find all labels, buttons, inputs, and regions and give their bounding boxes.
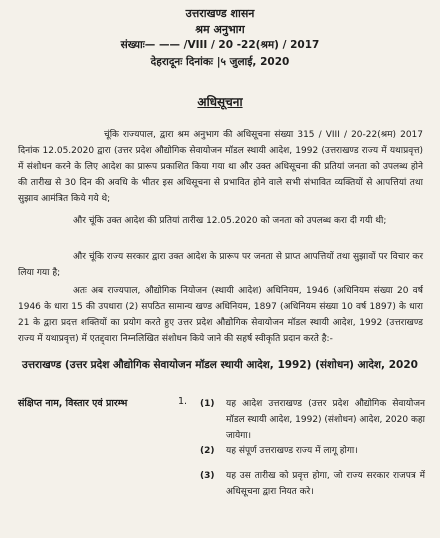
act-title: उत्तराखण्ड (उत्तर प्रदेश औद्योगिक सेवायोजन मॉडल स्थायी आदेश, 1992) (संशोधन) आदेश, 2020: [22, 359, 418, 371]
clause-1-text: यह आदेश उत्तराखण्ड (उत्तर प्रदेश औद्योगिक सेवायोजन मॉडल स्थायी आदेश, 1992) (संशोधन) आदेश, 2020 कहा जायेगा।: [226, 399, 425, 441]
paragraph-1-text: चूंकि राज्यपाल, द्वारा श्रम अनुभाग की अधिसूचना संख्या 315 / VIII / 20-22(श्रम) 2017 दिनांक 12.05.2020 द्वारा (उत्तर प्रदेश औद्योगिक सेवायोजन मॉडल स्थायी आदेश, 1992 (उत्तराखण्ड राज्य में यथाप्रवृत्त) में संशोधन करने के लिए आदेश का प्रारूप प्रकाशित किया गया था और उक्त अधिसूचना की प्रतियां जनता को उपलब्ध होने की तारीख से 30 दिन की अवधि के भीतर इस अधिसूचना से प्रभावित होने वाले सभी संभावित व्यक्तियों से आपत्तियां तथा सुझाव आमंत्रित किये गये थे;: [18, 130, 423, 204]
section-number: 1.: [178, 396, 188, 407]
department-heading: श्रम अनुभाग: [195, 23, 245, 36]
clause-1-number: (1): [200, 399, 215, 409]
paragraph-4: [18, 283, 423, 347]
section-heading: संक्षिप्त नाम, विस्तार एवं प्रारम्भ: [18, 398, 128, 409]
place-date: देहरादूनः दिनांकः |५ जुलाई, 2020: [150, 56, 290, 68]
paragraph-2-text: और चूंकि उक्त आदेश की प्रतियां तारीख 12.05.2020 को जनता को उपलब्ध करा दी गयी थी;: [73, 216, 387, 226]
paragraph-3-text: और चूंकि राज्य सरकार द्वारा उक्त आदेश के प्रारूप पर जनता से प्राप्त आपत्तियों तथा सुझावों पर विचार कर लिया गया है;: [18, 252, 423, 278]
clause-2: [200, 443, 425, 459]
reference-number: संख्याः— —— /VIII / 20 -22(श्रम) / 2017: [120, 39, 320, 51]
notification-title: अधिसूचना: [197, 95, 243, 109]
government-heading: उत्तराखण्ड शासन: [185, 7, 255, 20]
paragraph-4-text: अतः अब राज्यपाल, औद्योगिक नियोजन (स्थायी आदेश) अधिनियम, 1946 (अधिनियम संख्या 20 वर्ष 1946 के धारा 15 की उपधारा (2) सपठित सामान्य खण्ड अधिनियम, 1897 (अधिनियम संख्या 10 वर्ष 1897) के धारा 21 के द्वारा प्रदत्त शक्तियों का प्रयोग करते हुए उत्तर प्रदेश औद्योगिक सेवायोजन मॉडल स्थायी आदेश, 1992 (उत्तराखण्ड राज्य में यथाप्रवृत्त) में एतद्द्वारा निम्नलिखित संशोधन किये जाने की सहर्ष स्वीकृति प्रदान करते है:-: [18, 286, 423, 344]
clause-1: [200, 396, 425, 444]
clause-3-text: यह उस तारीख को प्रवृत्त होगा, जो राज्य सरकार राजपत्र में अधिसूचना द्वारा नियत करे।: [226, 471, 425, 497]
paragraph-1: [18, 127, 423, 207]
clause-3: [200, 468, 425, 500]
clause-3-number: (3): [200, 471, 215, 481]
clause-2-number: (2): [200, 446, 215, 456]
clause-2-text: यह संपूर्ण उत्तराखण्ड राज्य में लागू होगा।: [226, 446, 358, 456]
paragraph-3: [18, 249, 423, 281]
paragraph-2: [18, 213, 423, 229]
